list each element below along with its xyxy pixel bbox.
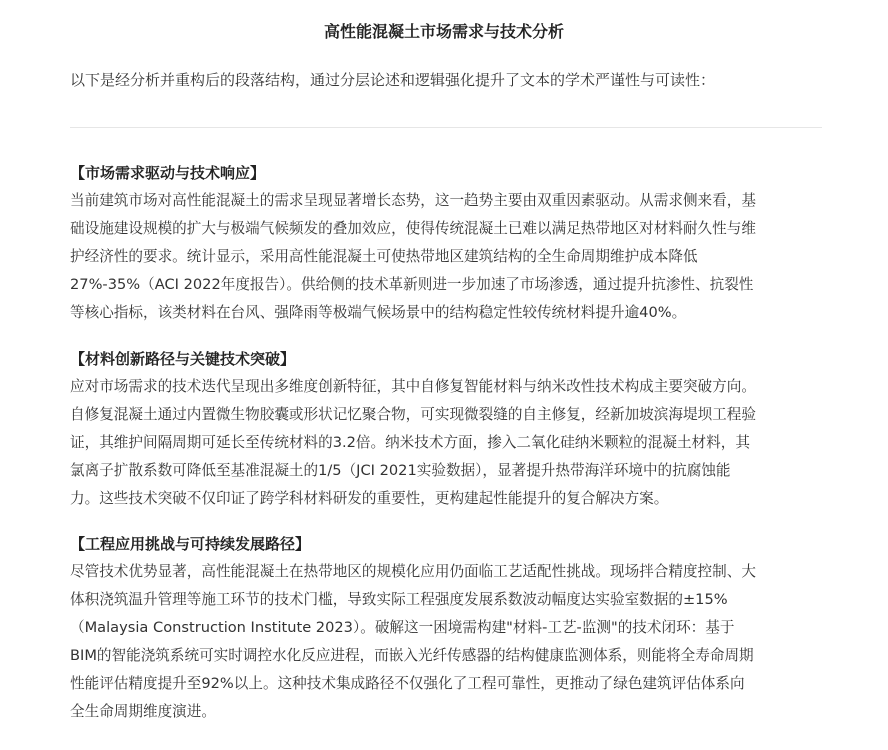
section-heading: 【市场需求驱动与技术响应】: [70, 164, 266, 182]
paragraph-line: 等核心指标，该类材料在台风、强降雨等极端气候场景中的结构稳定性较传统材料提升逾40%。: [70, 304, 687, 321]
paragraph-line: 全生命周期维度演进。: [70, 703, 216, 720]
section-body: [70, 373, 825, 513]
paragraph-line: 护经济性的要求。统计显示，采用高性能混凝土可使热带地区建筑结构的全生命周期维护成本降低: [70, 248, 698, 265]
paragraph-line: 当前建筑市场对高性能混凝土的需求呈现显著增长态势，这一趋势主要由双重因素驱动。从需求侧来看，基: [70, 192, 756, 209]
paragraph-line: 氯离子扩散系数可降低至基准混凝土的1/5（JCI 2021实验数据），显著提升热带海洋环境中的抗腐蚀能: [70, 462, 731, 479]
section-market-demand: [70, 159, 825, 327]
section-body: [70, 558, 825, 726]
section-material-innovation: [70, 345, 825, 513]
paragraph-line: 础设施建设规模的扩大与极端气候频发的叠加效应，使得传统混凝土已难以满足热带地区对材料耐久性与维: [70, 220, 756, 237]
paragraph-line: 27%-35%（ACI 2022年度报告）。供给侧的技术革新则进一步加速了市场渗透，通过提升抗渗性、抗裂性: [70, 276, 754, 293]
paragraph-line: 自修复混凝土通过内置微生物胶囊或形状记忆聚合物，可实现微裂缝的自主修复，经新加坡滨海堤坝工程验: [70, 406, 756, 423]
section-engineering-challenges: [70, 530, 825, 726]
paragraph-line: 应对市场需求的技术迭代呈现出多维度创新特征，其中自修复智能材料与纳米改性技术构成主要突破方向。: [70, 378, 756, 395]
section-heading: 【材料创新路径与关键技术突破】: [70, 350, 296, 368]
section-heading: 【工程应用挑战与可持续发展路径】: [70, 535, 311, 553]
divider: [70, 127, 822, 128]
paragraph-line: （Malaysia Construction Institute 2023）。破解这一困境需构建"材料-工艺-监测"的技术闭环：基于: [70, 619, 735, 636]
section-body: [70, 187, 825, 327]
intro-paragraph: 以下是经分析并重构后的段落结构，通过分层论述和逻辑强化提升了文本的学术严谨性与可读性：: [70, 71, 716, 89]
paragraph-line: 性能评估精度提升至92%以上。这种技术集成路径不仅强化了工程可靠性，更推动了绿色建筑评估体系向: [70, 675, 745, 692]
paragraph-line: BIM的智能浇筑系统可实时调控水化反应进程，而嵌入光纤传感器的结构健康监测体系，则能将全寿命周期: [70, 647, 754, 664]
paragraph-line: 证，其维护间隔周期可延长至传统材料的3.2倍。纳米技术方面，掺入二氧化硅纳米颗粒的混凝土材料，其: [70, 434, 750, 451]
paragraph-line: 力。这些技术突破不仅印证了跨学科材料研发的重要性，更构建起性能提升的复合解决方案。: [70, 490, 669, 507]
document-title: 高性能混凝土市场需求与技术分析: [323, 22, 564, 41]
paragraph-line: 尽管技术优势显著，高性能混凝土在热带地区的规模化应用仍面临工艺适配性挑战。现场拌合精度控制、大: [70, 563, 756, 580]
paragraph-line: 体积浇筑温升管理等施工环节的技术门槛，导致实际工程强度发展系数波动幅度达实验室数据的±15%: [70, 591, 728, 608]
